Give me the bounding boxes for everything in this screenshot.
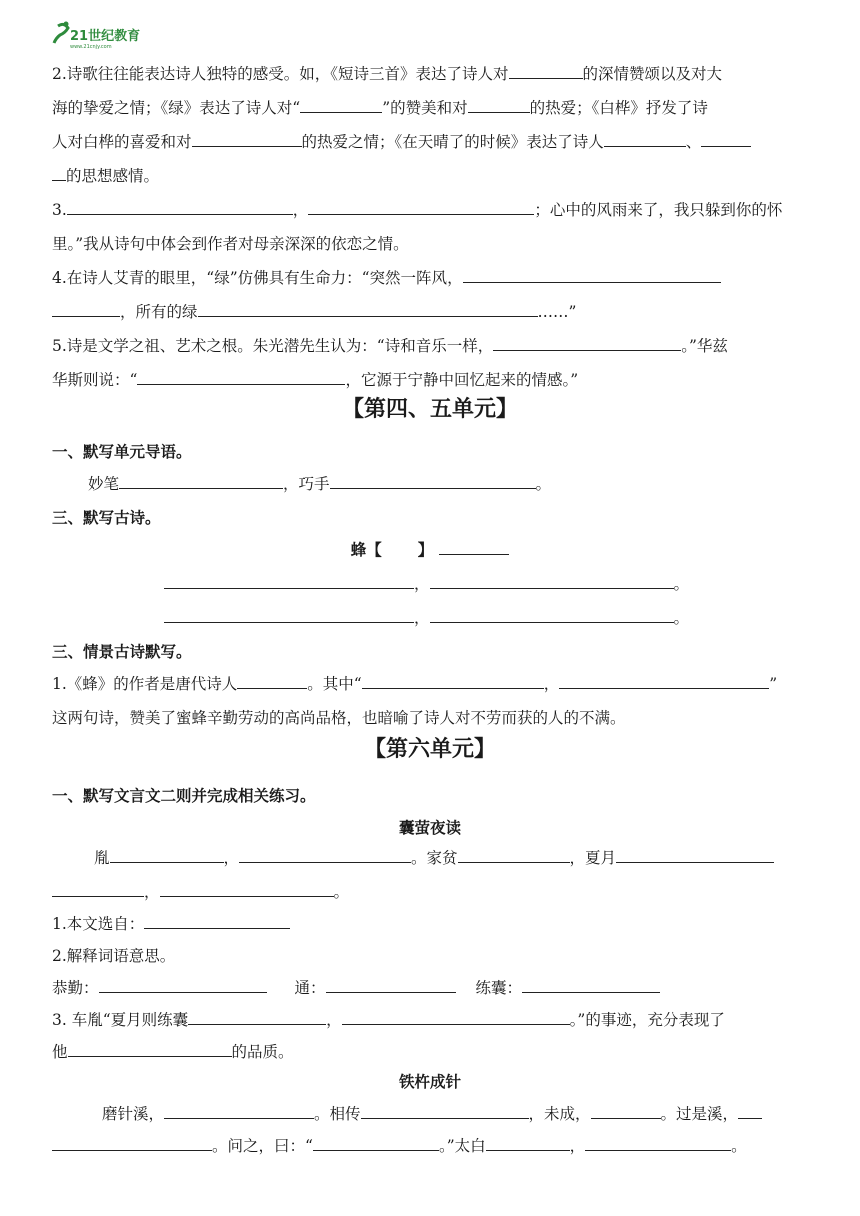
blank[interactable] [198, 302, 538, 317]
blank[interactable] [99, 978, 267, 993]
blank[interactable] [188, 1010, 326, 1025]
q5-line-1: 5.诗是文学之祖、艺术之根。朱光潜先生认为：“诗和音乐一样， 。”华兹 [52, 337, 728, 355]
blank[interactable] [616, 848, 774, 863]
blank[interactable] [164, 1104, 314, 1119]
blank[interactable] [110, 848, 224, 863]
blank[interactable] [468, 98, 530, 113]
unit45-guide-line: 妙笔 ，巧手 。 [88, 475, 552, 493]
q3-line-1: 3. ， ；心中的风雨来了，我只躲到你的怀 [52, 201, 783, 219]
text1-q2-words: 恭勤： 通： 练囊： [52, 978, 660, 998]
blank[interactable] [164, 608, 414, 623]
blank[interactable] [164, 574, 414, 589]
text1-q1: 1.本文选自： [52, 914, 290, 934]
blank[interactable] [239, 848, 411, 863]
blank[interactable] [509, 64, 583, 79]
blank[interactable] [52, 302, 120, 317]
blank[interactable] [559, 674, 769, 689]
bee-q1-line-1: 1.《蜂》的作者是唐代诗人 。其中“ ， ” [52, 675, 778, 693]
text1-line-2: ， 。 [52, 882, 349, 902]
blank[interactable] [67, 200, 293, 215]
text2-line-1: 磨针溪， 。相传 ，未成， 。过是溪， [102, 1104, 762, 1124]
blank[interactable] [52, 1136, 212, 1151]
blank[interactable] [701, 132, 751, 147]
blank[interactable] [430, 574, 674, 589]
blank[interactable] [137, 370, 345, 385]
blank[interactable] [308, 200, 534, 215]
q2-line-3: 人对白桦的喜爱和对 的热爱之情；《在天晴了的时候》表达了诗人 、 [52, 132, 751, 152]
q4-line-1: 4.在诗人艾青的眼里，“绿”仿佛具有生命力：“突然一阵风， [52, 268, 721, 288]
q2-line-1: 2.诗歌往往能表达诗人独特的感受。如，《短诗三首》表达了诗人对 的深情赞颂以及对大 [52, 65, 723, 83]
unit45-section-1: 一、默写单元导语。 [52, 443, 192, 461]
text1-title: 囊萤夜读 [398, 819, 461, 837]
blank[interactable] [119, 474, 283, 489]
blank[interactable] [68, 1042, 232, 1057]
q3-line-2: 里。”我从诗句中体会到作者对母亲深深的依恋之情。 [52, 235, 409, 253]
poem-line-2: ， 。 [164, 608, 689, 628]
blank[interactable] [361, 1104, 529, 1119]
unit6-section-1: 一、默写文言文二则并完成相关练习。 [52, 787, 316, 805]
logo-text: 21世纪教育 [70, 29, 141, 44]
blank[interactable] [458, 848, 570, 863]
blank[interactable] [300, 98, 382, 113]
blank[interactable] [313, 1136, 439, 1151]
blank[interactable] [522, 978, 660, 993]
blank[interactable] [52, 882, 144, 897]
unit6-title: 【第六单元】 [363, 737, 496, 762]
blank[interactable] [591, 1104, 661, 1119]
blank[interactable] [342, 1010, 570, 1025]
text1-line-1: 胤 ， 。家贫 ，夏月 [94, 848, 774, 868]
q2-line-2: 海的挚爱之情；《绿》表达了诗人对“ ”的赞美和对 的热爱；《白桦》抒发了诗 [52, 99, 708, 117]
blank[interactable] [192, 132, 302, 147]
blank[interactable] [326, 978, 456, 993]
unit45-title: 【第四、五单元】 [341, 397, 518, 422]
unit45-section-3: 三、情景古诗默写。 [52, 643, 192, 661]
blank[interactable] [439, 540, 509, 555]
logo-icon [52, 20, 141, 50]
blank[interactable] [52, 166, 66, 181]
poem-title-line: 蜂【 】 [52, 540, 808, 560]
q5-line-2: 华斯则说：“ ，它源于宁静中回忆起来的情感。” [52, 371, 579, 389]
unit45-section-2: 三、默写古诗。 [52, 509, 161, 527]
blank[interactable] [604, 132, 686, 147]
logo-subtext: www.21cnjy.com [70, 44, 112, 50]
text1-q3-line-1: 3. 车胤“夏月则练囊 ， 。”的事迹，充分表现了 [52, 1011, 725, 1029]
q2-line-4: 的思想感情。 [52, 166, 159, 186]
blank[interactable] [330, 474, 536, 489]
brand-logo [52, 20, 141, 50]
blank[interactable] [430, 608, 674, 623]
bee-q1-line-2: 这两句诗，赞美了蜜蜂辛勤劳动的高尚品格，也暗喻了诗人对不劳而获的人的不满。 [52, 709, 626, 727]
blank[interactable] [237, 674, 307, 689]
blank[interactable] [738, 1104, 762, 1119]
text1-q2: 2.解释词语意思。 [52, 947, 176, 965]
text2-title: 铁杵成针 [398, 1073, 461, 1091]
q4-line-2: ，所有的绿 ……” [52, 302, 576, 322]
poem-line-1: ， 。 [164, 574, 689, 594]
blank[interactable] [160, 882, 334, 897]
blank[interactable] [463, 268, 721, 283]
text1-q3-line-2: 他 的品质。 [52, 1043, 294, 1061]
blank[interactable] [144, 914, 290, 929]
blank[interactable] [585, 1136, 731, 1151]
text2-line-2: 。问之，曰：“ 。”太白 ， 。 [52, 1136, 747, 1156]
blank[interactable] [486, 1136, 570, 1151]
blank[interactable] [493, 336, 681, 351]
blank[interactable] [362, 674, 544, 689]
